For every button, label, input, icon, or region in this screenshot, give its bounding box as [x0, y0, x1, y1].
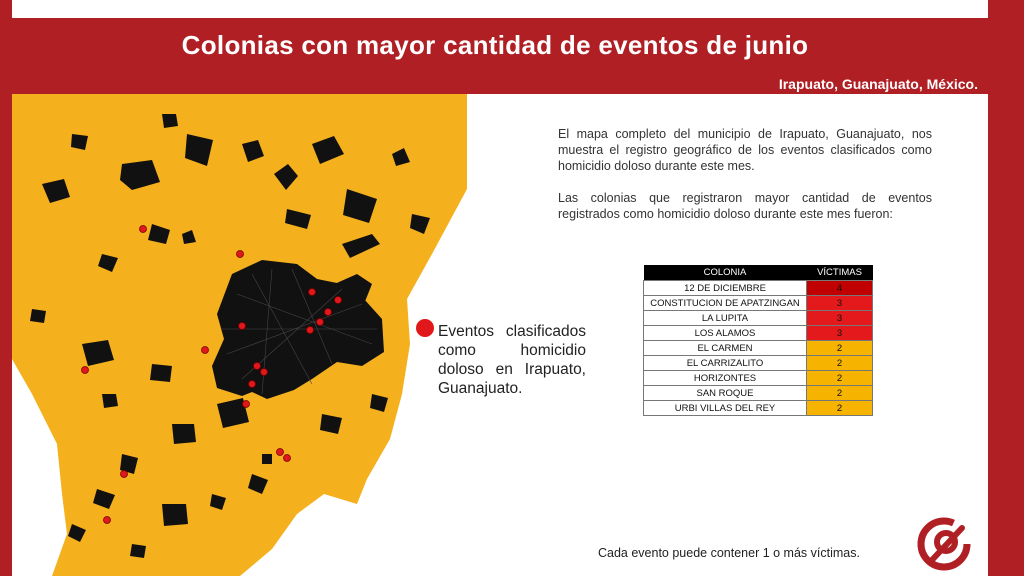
colonia-cell: URBI VILLAS DEL REY	[644, 401, 807, 416]
victimas-cell: 2	[807, 371, 873, 386]
colonia-cell: EL CARMEN	[644, 341, 807, 356]
colonia-cell: EL CARRIZALITO	[644, 356, 807, 371]
header-victimas: VÍCTIMAS	[807, 265, 873, 281]
event-dot	[261, 369, 268, 376]
event-dot	[335, 297, 342, 304]
event-dot	[202, 347, 209, 354]
table-row	[644, 341, 873, 356]
victimas-cell: 2	[807, 386, 873, 401]
event-dot	[317, 319, 324, 326]
event-dot	[243, 401, 250, 408]
legend-marker-icon	[416, 319, 434, 337]
colonia-cell: 12 DE DICIEMBRE	[644, 281, 807, 296]
colonias-table	[643, 265, 873, 416]
victimas-cell: 2	[807, 356, 873, 371]
description	[558, 126, 932, 238]
footnote: Cada evento puede contener 1 o más víctimas.	[598, 546, 860, 560]
event-dot	[82, 367, 89, 374]
victimas-cell: 3	[807, 326, 873, 341]
colonia-cell: LA LUPITA	[644, 311, 807, 326]
table-header-row	[644, 265, 873, 281]
event-dot	[307, 327, 314, 334]
victimas-cell: 2	[807, 341, 873, 356]
top-border	[0, 0, 1024, 18]
victimas-cell: 4	[807, 281, 873, 296]
event-dot	[140, 226, 147, 233]
event-dot	[237, 251, 244, 258]
page-subtitle: Irapuato, Guanajuato, México.	[778, 76, 978, 92]
event-dot	[254, 363, 261, 370]
brand-logo-icon	[914, 516, 976, 572]
description-paragraph-1: El mapa completo del municipio de Irapuato, Guanajuato, nos muestra el registro geográfico de los eventos clasificados como homicidio doloso durante este mes.	[558, 127, 932, 173]
table-row	[644, 386, 873, 401]
legend-label: Eventos clasificados como homicidio doloso en Irapuato, Guanajuato.	[438, 323, 586, 397]
table-row	[644, 311, 873, 326]
colonia-cell: CONSTITUCION DE APATZINGAN	[644, 296, 807, 311]
page-title: Colonias con mayor cantidad de eventos de junio	[181, 30, 809, 60]
event-dot	[277, 449, 284, 456]
victimas-cell: 2	[807, 401, 873, 416]
event-dot	[284, 455, 291, 462]
victimas-cell: 3	[807, 311, 873, 326]
header-colonia: COLONIA	[644, 265, 807, 281]
victimas-cell: 3	[807, 296, 873, 311]
table-body	[644, 281, 873, 416]
colonia-cell: HORIZONTES	[644, 371, 807, 386]
right-border	[988, 0, 1024, 576]
event-dot	[325, 309, 332, 316]
municipality-map	[12, 94, 472, 576]
table-row	[644, 296, 873, 311]
colonia-cell: SAN ROQUE	[644, 386, 807, 401]
event-dot	[121, 471, 128, 478]
colonia-cell: LOS ALAMOS	[644, 326, 807, 341]
table-row	[644, 281, 873, 296]
table-row	[644, 401, 873, 416]
event-dot	[249, 381, 256, 388]
event-dot	[104, 517, 111, 524]
table-row	[644, 326, 873, 341]
event-dot	[309, 289, 316, 296]
description-paragraph-2: Las colonias que registraron mayor cantidad de eventos registrados como homicidio doloso durante este mes fueron:	[558, 191, 932, 221]
table-row	[644, 371, 873, 386]
table-row	[644, 356, 873, 371]
event-dot	[239, 323, 246, 330]
